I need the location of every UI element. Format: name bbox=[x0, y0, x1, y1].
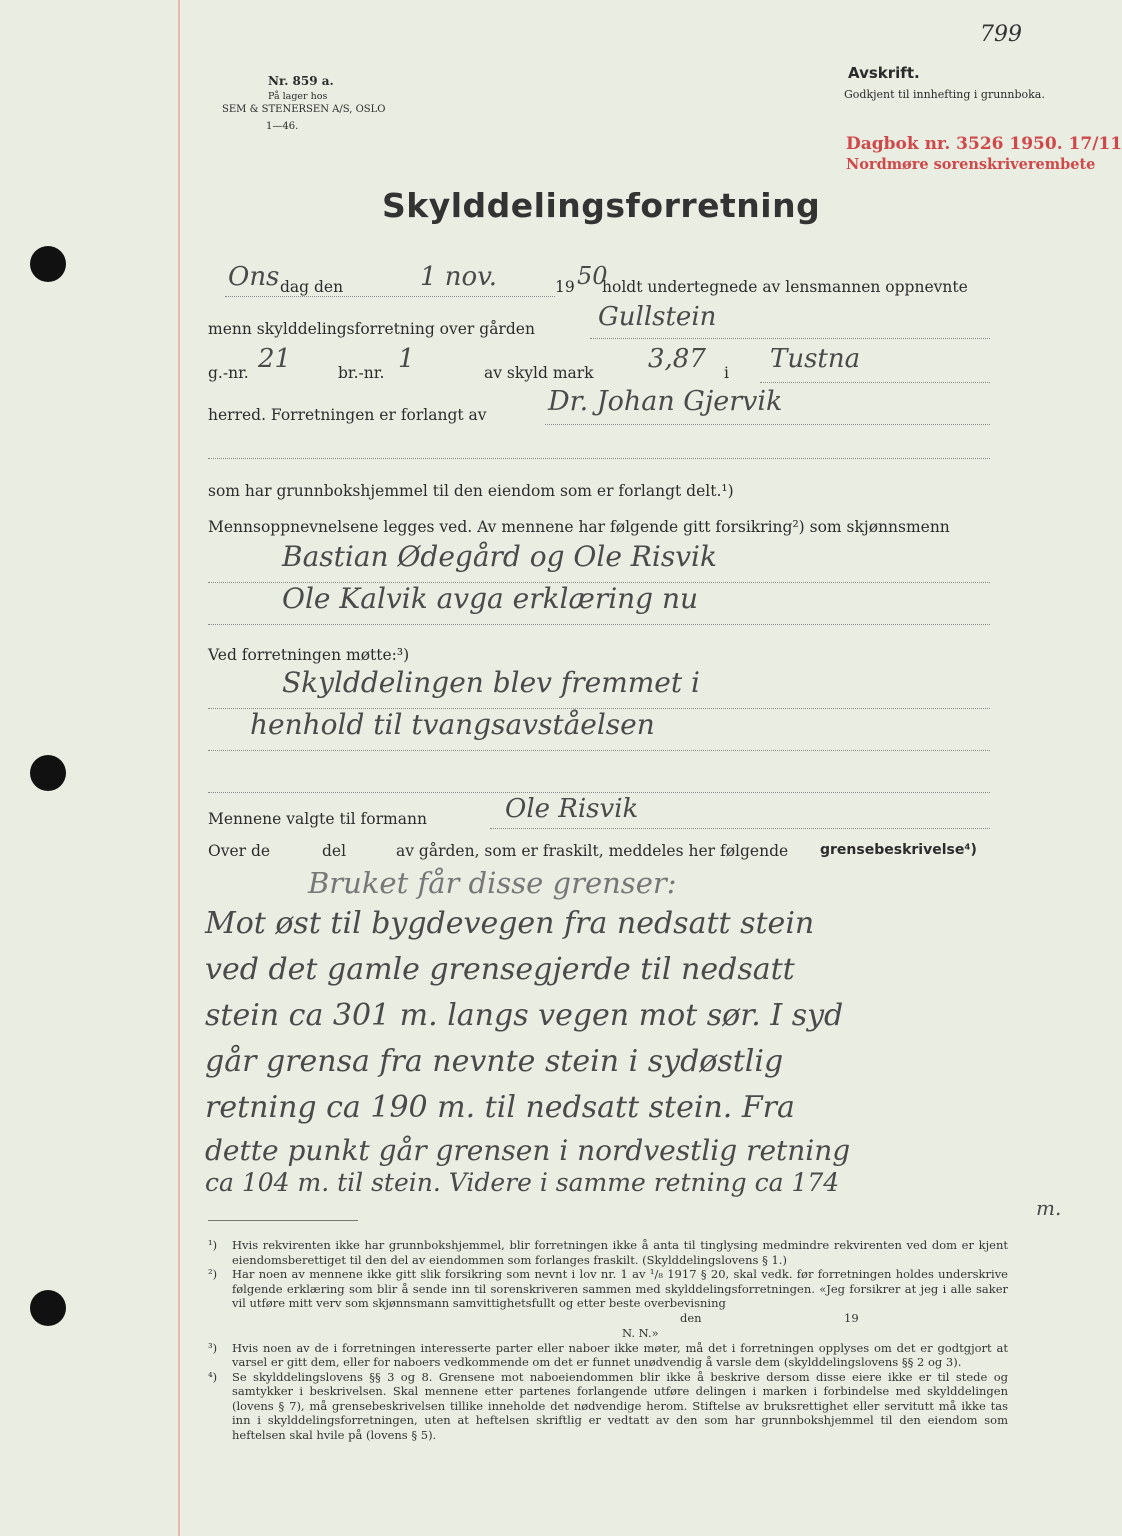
fill-line bbox=[590, 338, 990, 339]
label-motte: Ved forretningen møtte:³) bbox=[208, 646, 410, 664]
label-formann: Mennene valgte til formann bbox=[208, 810, 427, 828]
year-handwritten: 50 bbox=[577, 262, 608, 290]
footnote-3 bbox=[208, 1341, 1008, 1370]
footnotes bbox=[208, 1238, 1008, 1442]
fill-line bbox=[545, 424, 990, 425]
footnote-4-text: Se skylddelingslovens §§ 3 og 8. Grensene mot naboeiendommen blir ikke å beskrive dersom disse eiere ikke er til stede og samtykker i beskrivelsen. Skal mennene etter partenes forlangende utføre delingen i marken i forbindelse med skylddelingen (lovens § 7), må grensebeskrivelsen tillike inneholde det nødvendige herom. Stiftelse av bruksrettighet eller servitutt må ikke tas inn i skylddelingsforretningen, uten at heftelsen skriftlig er vedtatt av den som har grunnbokshjemmel til den eiendom som heftelsen skal hvile på (lovens § 5). bbox=[232, 1369, 1008, 1442]
label-fraskilt: av gården, som er fraskilt, meddeles her følgende bbox=[396, 842, 789, 860]
printer-line3: 1—46. bbox=[266, 121, 299, 132]
fill-line bbox=[208, 750, 990, 751]
footnote-3-text: Hvis noen av de i forretningen interesserte parter eller naboer ikke møter, må det i forretningen opplyses om det er godtgjort at varsel er gitt dem, eller for naboers vedkommende om det er funnet unødvendig å varsle dem (skylddelingslovens §§ 2 og 3). bbox=[232, 1340, 1008, 1369]
attendance-line2-handwritten: henhold til tvangsavståelsen bbox=[250, 708, 655, 741]
label-del: del bbox=[322, 842, 347, 860]
boundary-line5-handwritten: går grensa fra nevnte stein i sydøstlig bbox=[205, 1044, 784, 1079]
skyld-handwritten: 3,87 bbox=[648, 344, 706, 374]
journal-stamp-office: Nordmøre sorenskriverembete bbox=[846, 156, 1096, 173]
attendance-line1-handwritten: Skylddelingen blev fremmet i bbox=[282, 666, 700, 699]
footnote-2-den: den bbox=[680, 1310, 702, 1325]
page-number: 799 bbox=[980, 22, 1022, 47]
punch-hole bbox=[30, 755, 66, 791]
boundary-line3-handwritten: ved det gamle grensegjerde til nedsatt bbox=[205, 952, 795, 987]
label-mennsoppnevnelsene: Mennsoppnevnelsene legges ved. Av mennene har følgende gitt forsikring²) som skjønnsmenn bbox=[208, 518, 950, 536]
page-title: Skylddelingsforretning bbox=[382, 186, 821, 225]
fill-line bbox=[490, 828, 990, 829]
boundary-line6-handwritten: retning ca 190 m. til nedsatt stein. Fra bbox=[205, 1090, 795, 1125]
label-over-de: Over de bbox=[208, 842, 271, 860]
footnote-4-number: ⁴) bbox=[208, 1369, 218, 1384]
label-grunnbokshjemmel: som har grunnbokshjemmel til den eiendom som er forlangt delt.¹) bbox=[208, 482, 734, 500]
boundary-line7-handwritten: dette punkt går grensen i nordvestlig retning bbox=[205, 1134, 851, 1167]
footnote-separator bbox=[208, 1220, 358, 1221]
boundary-line1-handwritten: Bruket får disse grenser: bbox=[308, 866, 677, 900]
label-year-prefix: 19 bbox=[555, 278, 575, 296]
boundary-line8-handwritten: ca 104 m. til stein. Videre i samme retning ca 174 bbox=[205, 1168, 840, 1197]
date-handwritten: 1 nov. bbox=[420, 262, 498, 292]
footnote-2-text: Har noen av mennene ikke gitt slik forsikring som nevnt i lov nr. 1 av ¹/₈ 1917 § 20, skal vedk. før forretningen holdes underskrive følgende erklæring som blir å sende inn til sorenskriveren sammen med skylddelingsforretningen. «Jeg forsikrer at jeg i alle saker vil utføre mitt verv som skjønnsmann samvittighetsfullt og etter beste overbevisning bbox=[232, 1267, 1008, 1310]
appraisers-line1-handwritten: Bastian Ødegård og Ole Risvik bbox=[282, 540, 717, 573]
form-number: Nr. 859 a. bbox=[268, 74, 334, 88]
printer-line2: SEM & STENERSEN A/S, OSLO bbox=[222, 104, 386, 115]
fill-line bbox=[208, 624, 990, 625]
footnote-2-year: 19 bbox=[844, 1310, 859, 1325]
printer-line1: På lager hos bbox=[268, 91, 328, 102]
fill-line bbox=[208, 792, 990, 793]
gnr-handwritten: 21 bbox=[258, 344, 292, 374]
boundary-line2-handwritten: Mot øst til bygdevegen fra nedsatt stein bbox=[205, 906, 815, 941]
footnote-4 bbox=[208, 1370, 1008, 1443]
label-holdt: holdt undertegnede av lensmannen oppnevnte bbox=[602, 278, 968, 296]
boundary-line4-handwritten: stein ca 301 m. langs vegen mot sør. I syd bbox=[205, 998, 844, 1033]
chairman-handwritten: Ole Risvik bbox=[505, 794, 639, 824]
footnote-1-text: Hvis rekvirenten ikke har grunnbokshjemmel, blir forretningen ikke å anta til tinglysing medmindre rekvirenten ved dom er kjent eiendomsberettiget til den del av eiendommen som forlanges fraskilt. (Skylddelingslovens § 1.) bbox=[232, 1238, 1008, 1267]
weekday-handwritten: Ons bbox=[228, 262, 280, 292]
footnote-2-number: ²) bbox=[208, 1267, 218, 1281]
footnote-2-signature: N. N.» bbox=[622, 1325, 659, 1340]
fill-line bbox=[208, 458, 990, 459]
fill-line bbox=[760, 382, 990, 383]
footnote-2 bbox=[208, 1267, 1008, 1341]
farm-name-handwritten: Gullstein bbox=[598, 302, 717, 332]
label-dag-den: dag den bbox=[280, 278, 344, 296]
label-gaarden: menn skylddelingsforretning over gården bbox=[208, 320, 535, 338]
avskrift-heading: Avskrift. bbox=[848, 64, 920, 82]
label-skyld: av skyld mark bbox=[484, 364, 594, 382]
requester-handwritten: Dr. Johan Gjervik bbox=[548, 386, 783, 417]
punch-hole bbox=[30, 1290, 66, 1326]
avskrift-line: Godkjent til innhefting i grunnboka. bbox=[844, 88, 1045, 101]
footnote-3-number: ³) bbox=[208, 1340, 218, 1355]
footnote-1 bbox=[208, 1238, 1008, 1267]
margin-line bbox=[178, 0, 180, 1536]
footnote-1-number: ¹) bbox=[208, 1238, 218, 1252]
label-gnr: g.-nr. bbox=[208, 364, 249, 382]
herred-handwritten: Tustna bbox=[770, 344, 861, 374]
fill-line bbox=[225, 296, 555, 297]
label-bnr: br.-nr. bbox=[338, 364, 385, 382]
punch-hole bbox=[30, 246, 66, 282]
label-forlangt-av: herred. Forretningen er forlangt av bbox=[208, 406, 487, 424]
boundary-line9-handwritten: m. bbox=[1036, 1196, 1062, 1220]
label-i: i bbox=[724, 364, 729, 382]
label-grensebeskrivelse: grensebeskrivelse⁴) bbox=[820, 842, 977, 858]
bnr-handwritten: 1 bbox=[398, 344, 415, 374]
appraisers-line2-handwritten: Ole Kalvik avga erklæring nu bbox=[282, 582, 699, 615]
journal-stamp-number: Dagbok nr. 3526 1950. 17/11 bbox=[846, 134, 1122, 154]
